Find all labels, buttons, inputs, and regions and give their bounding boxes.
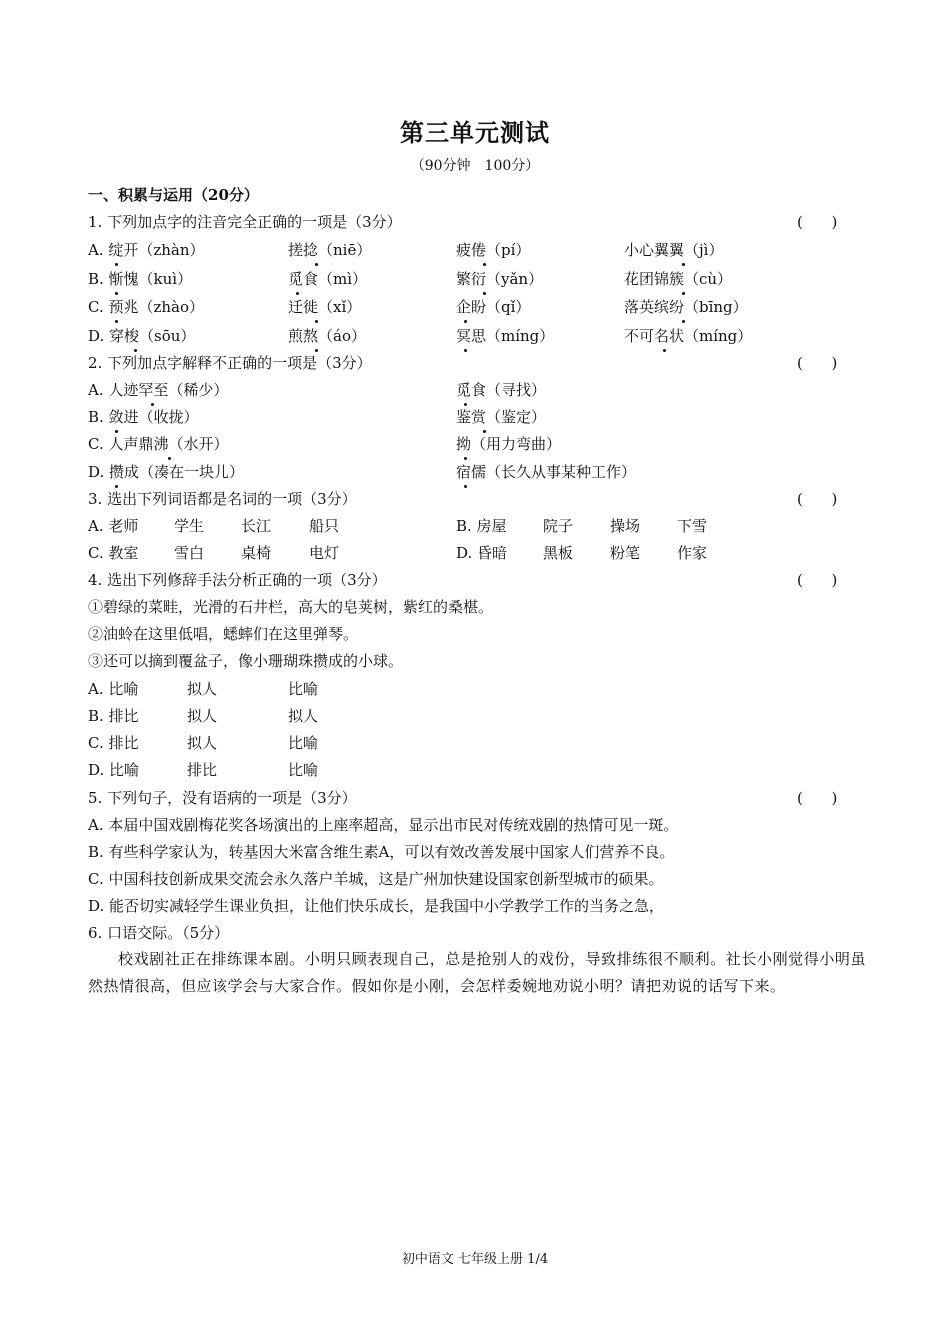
q4-sentence-3: ③还可以摘到覆盆子，像小珊瑚珠攒成的小球。 — [88, 652, 404, 670]
q5-option-b: B. 有些科学家认为，转基因大米富含维生素A，可以有效改善发展中国家人们营养不良。 — [88, 843, 675, 861]
q2-option-a-2: 觅食（寻找） — [456, 381, 547, 399]
emphasis-dot — [296, 292, 299, 295]
emphasis-dot — [682, 292, 685, 295]
q1-option-a-3: 疲倦（pí） — [456, 241, 531, 259]
emphasis-dot — [483, 292, 486, 295]
q3-word: 电灯 — [309, 544, 340, 562]
q1-option-b-2: 觅食（mì） — [288, 270, 368, 288]
emphasis-dot — [483, 430, 486, 433]
emphasis-dot — [682, 263, 685, 266]
q4-option-c: C. 排比 — [88, 734, 139, 752]
q1-option-d-3: 冥思（míng） — [456, 327, 555, 345]
q1-option-d-1: D. 穿梭（sōu） — [88, 327, 196, 345]
q3-word: B. 房屋 — [456, 517, 507, 535]
emphasis-dot — [464, 457, 467, 460]
emphasis-dot — [483, 263, 486, 266]
q4-option-c: 拟人 — [187, 734, 218, 752]
q5-option-a: A. 本届中国戏剧梅花奖各场演出的上座率超高，显示出市民对传统戏剧的热情可见一斑。 — [88, 816, 679, 834]
emphasis-dot — [464, 403, 467, 406]
q4-option-b: B. 排比 — [88, 707, 139, 725]
question-3-stem: 3. 选出下列词语都是名词的一项（3分） — [88, 490, 357, 508]
q2-option-d-2: 宿儒（长久从事某种工作） — [456, 463, 637, 481]
q4-option-d: D. 比喻 — [88, 761, 140, 779]
emphasis-dot — [464, 349, 467, 352]
q3-word: 操场 — [610, 517, 641, 535]
q2-option-b-1: B. 敛进（收拢） — [88, 408, 199, 426]
emphasis-dot — [115, 430, 118, 433]
q4-option-a: 比喻 — [288, 680, 319, 698]
emphasis-dot — [464, 320, 467, 323]
q3-word: A. 老师 — [88, 517, 139, 535]
q3-word: 粉笔 — [610, 544, 641, 562]
question-6-stem: 6. 口语交际。（5分） — [88, 924, 230, 942]
q3-word: 桌椅 — [241, 544, 272, 562]
emphasis-dot — [134, 349, 137, 352]
question-2-stem: 2. 下列加点字解释不正确的一项是（3分） — [88, 354, 372, 372]
q1-option-a-2: 搓捻（niē） — [288, 241, 372, 259]
q3-word: 学生 — [174, 517, 205, 535]
q6-paragraph: 校戏剧社正在排练课本剧。小明只顾表现自己，总是抢别人的戏份，导致排练很不顺利。社长小刚觉得小明虽然热情很高，但应该学会与大家合作。假如你是小刚，会怎样委婉地劝说小明？请把劝说的话写下来。 — [88, 950, 866, 995]
emphasis-dot — [115, 263, 118, 266]
answer-bracket-1: ( ) — [797, 213, 838, 231]
emphasis-dot — [115, 320, 118, 323]
question-5-stem: 5. 下列句子，没有语病的一项是（3分） — [88, 789, 357, 807]
q4-option-c: 比喻 — [288, 734, 319, 752]
q1-option-c-4: 落英缤纷（bīng） — [624, 298, 748, 316]
emphasis-dot — [682, 320, 685, 323]
section-heading: 一、积累与运用（20分） — [88, 186, 259, 204]
answer-bracket-4: ( ) — [797, 571, 838, 589]
emphasis-dot — [168, 457, 171, 460]
q1-option-c-2: 迁徙（xǐ） — [288, 298, 362, 316]
emphasis-dot — [315, 263, 318, 266]
q1-option-c-1: C. 预兆（zhào） — [88, 298, 205, 316]
q1-option-c-3: 企盼（qǐ） — [456, 298, 531, 316]
q4-sentence-2: ②油蛉在这里低唱，蟋蟀们在这里弹琴。 — [88, 625, 359, 643]
q4-option-b: 拟人 — [187, 707, 218, 725]
answer-bracket-5: ( ) — [797, 789, 838, 807]
q5-option-d: D. 能否切实减轻学生课业负担，让他们快乐成长，是我国中小学教学工作的当务之急， — [88, 897, 665, 915]
q4-option-a: 拟人 — [187, 680, 218, 698]
page-title: 第三单元测试 — [400, 118, 550, 147]
q3-word: 船只 — [309, 517, 340, 535]
q4-sentence-1: ①碧绿的菜畦，光滑的石井栏，高大的皂荚树，紫红的桑椹。 — [88, 598, 494, 616]
q4-option-a: A. 比喻 — [88, 680, 139, 698]
q4-option-d: 排比 — [187, 761, 218, 779]
emphasis-dot — [464, 485, 467, 488]
q4-option-d: 比喻 — [288, 761, 319, 779]
question-4-stem: 4. 选出下列修辞手法分析正确的一项（3分） — [88, 571, 387, 589]
q3-word: 下雪 — [677, 517, 708, 535]
page-footer: 初中语文 七年级上册 1/4 — [401, 1252, 549, 1267]
q5-option-c: C. 中国科技创新成果交流会永久落户羊城，这是广州加快建设国家创新型城市的硕果。 — [88, 870, 664, 888]
q2-option-d-1: D. 攒成（凑在一块儿） — [88, 463, 245, 481]
q1-option-d-2: 煎熬（áo） — [288, 327, 366, 345]
answer-bracket-2: ( ) — [797, 354, 838, 372]
answer-bracket-3: ( ) — [797, 490, 838, 508]
q1-option-d-4: 不可名状（míng） — [624, 327, 753, 345]
q4-option-b: 拟人 — [288, 707, 319, 725]
question-1-stem: 1. 下列加点字的注音完全正确的一项是（3分） — [88, 213, 402, 231]
q1-option-b-3: 繁衍（yǎn） — [456, 270, 544, 288]
q1-option-a-4: 小心翼翼（jì） — [624, 241, 724, 259]
q1-option-a-1: A. 绽开（zhàn） — [88, 241, 205, 259]
q3-word: 作家 — [677, 544, 708, 562]
emphasis-dot — [315, 349, 318, 352]
q3-word: 院子 — [543, 517, 574, 535]
q2-option-c-2: 拗（用力弯曲） — [456, 435, 562, 453]
emphasis-dot — [663, 349, 666, 352]
q2-option-c-1: C. 人声鼎沸（水开） — [88, 435, 229, 453]
q1-option-b-4: 花团锦簇（cù） — [624, 270, 733, 288]
emphasis-dot — [115, 485, 118, 488]
q3-word: D. 昏暗 — [456, 544, 508, 562]
emphasis-dot — [115, 292, 118, 295]
q3-word: C. 教室 — [88, 544, 139, 562]
emphasis-dot — [151, 403, 154, 406]
q3-word: 雪白 — [174, 544, 205, 562]
emphasis-dot — [315, 320, 318, 323]
q1-option-b-1: B. 惭愧（kuì） — [88, 270, 193, 288]
exam-time-score: （90分钟 100分） — [410, 158, 540, 174]
q3-word: 黑板 — [543, 544, 574, 562]
q2-option-b-2: 鉴赏（鉴定） — [456, 408, 547, 426]
q3-word: 长江 — [241, 517, 272, 535]
q2-option-a-1: A. 人迹罕至（稀少） — [88, 381, 229, 399]
